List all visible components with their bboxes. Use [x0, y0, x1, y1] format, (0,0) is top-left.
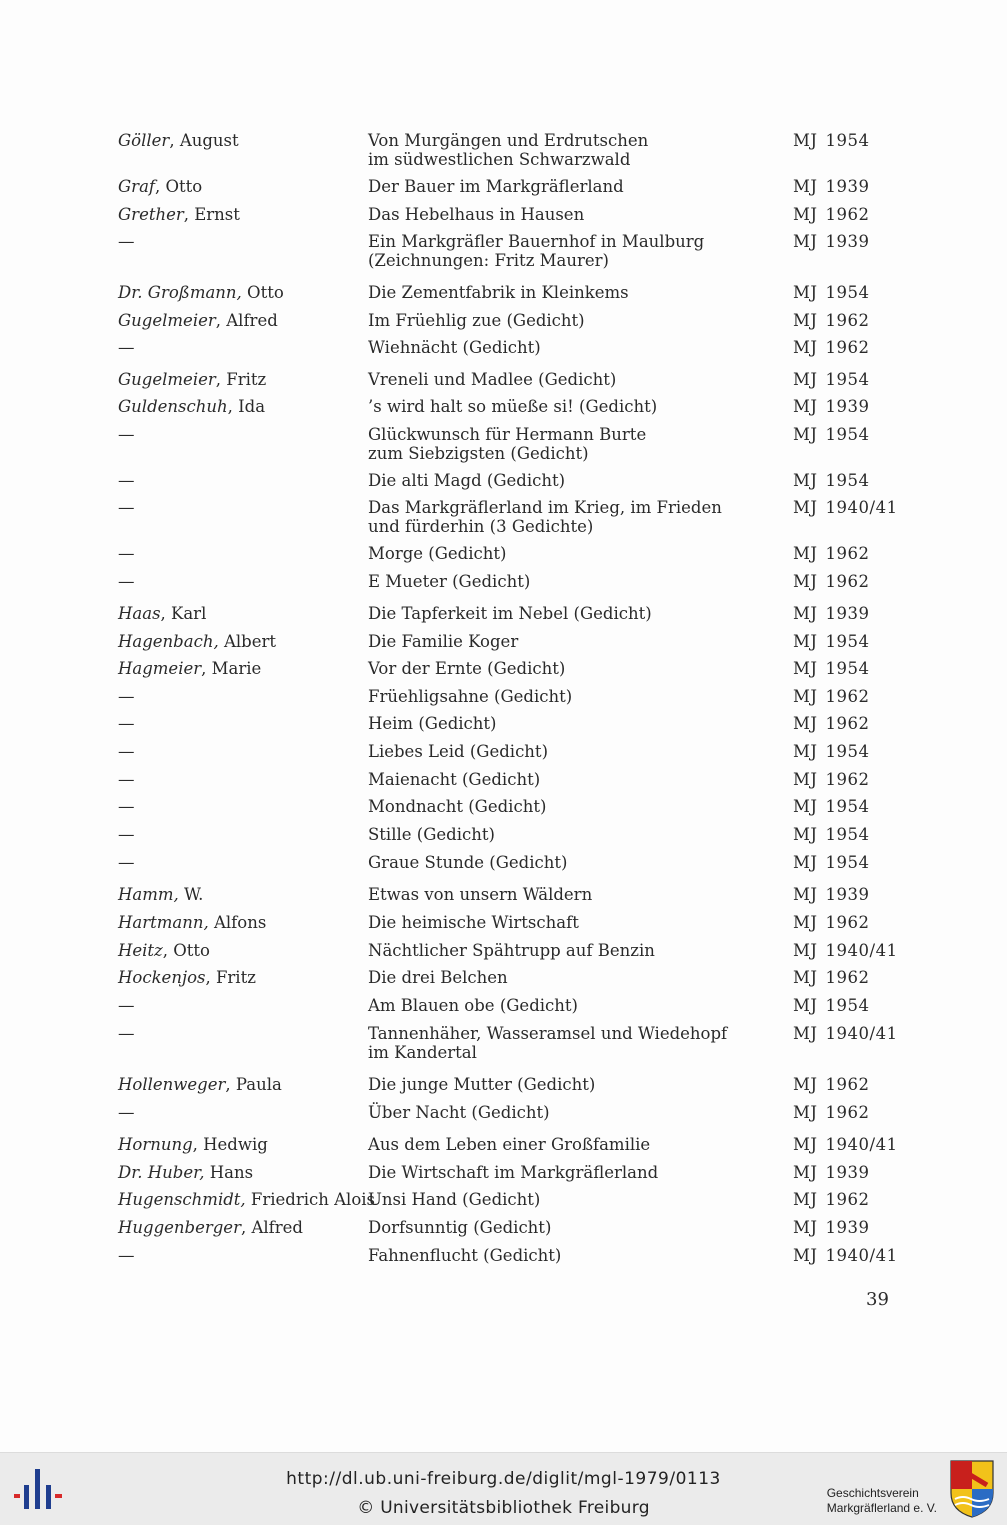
entry-author: [118, 205, 240, 224]
entry-reference: [793, 1075, 870, 1094]
entry-source: MJ: [793, 1190, 818, 1209]
entry-source: MJ: [793, 1135, 818, 1154]
entry-title: [368, 471, 778, 490]
entry-author: [118, 885, 203, 904]
author-surname: Dr. Huber,: [118, 1163, 205, 1182]
author-given-name: —: [118, 338, 135, 357]
entry-year: 1962: [825, 913, 870, 932]
entry-title-line: und fürderhin (3 Gedichte): [368, 517, 594, 536]
author-surname: Hollenweger: [118, 1075, 226, 1094]
entry-year: 1940/41: [825, 1135, 898, 1154]
entry-source: MJ: [793, 338, 818, 357]
author-given-name: —: [118, 1246, 135, 1265]
author-surname: Hartmann,: [118, 913, 209, 932]
entry-author: [118, 177, 202, 196]
entry-title: [368, 770, 778, 789]
entry-title: [368, 205, 778, 224]
entry-year: 1939: [825, 885, 870, 904]
entry-year: 1954: [825, 131, 870, 150]
entry-title-line: Etwas von unsern Wäldern: [368, 885, 593, 904]
author-surname: Gugelmeier: [118, 311, 216, 330]
entry-author: [118, 604, 206, 623]
entry-year: 1954: [825, 425, 870, 444]
entry-reference: [793, 205, 870, 224]
entry-author: [118, 544, 135, 563]
entry-title-line: Maienacht (Gedicht): [368, 770, 541, 789]
entry-source: MJ: [793, 1075, 818, 1094]
author-given-name: —: [118, 471, 135, 490]
entry-author: [118, 397, 265, 416]
author-surname: Hamm,: [118, 885, 179, 904]
entry-author: [118, 370, 266, 389]
entry-source: MJ: [793, 177, 818, 196]
entry-source: MJ: [793, 968, 818, 987]
entry-reference: [793, 913, 870, 932]
entry-title: [368, 232, 778, 270]
entry-source: MJ: [793, 604, 818, 623]
entry-title: [368, 338, 778, 357]
entry-title: [368, 687, 778, 706]
entry-year: 1954: [825, 797, 870, 816]
author-given-name: , Paula: [225, 1075, 282, 1094]
entry-reference: [793, 397, 870, 416]
entry-source: MJ: [793, 825, 818, 844]
entry-title-line: Das Hebelhaus in Hausen: [368, 205, 585, 224]
entry-title-line: Die drei Belchen: [368, 968, 508, 987]
copyright-text: © Universitätsbibliothek Freiburg: [357, 1498, 650, 1518]
author-given-name: W.: [178, 885, 204, 904]
entry-source: MJ: [793, 996, 818, 1015]
entry-title-line: Über Nacht (Gedicht): [368, 1103, 550, 1122]
entry-author: [118, 941, 210, 960]
entry-title-line: Wiehnächt (Gedicht): [368, 338, 541, 357]
entry-title: [368, 825, 778, 844]
entry-title: [368, 1163, 778, 1182]
entry-year: 1962: [825, 1075, 870, 1094]
entry-title: [368, 742, 778, 761]
entry-reference: [793, 1218, 870, 1237]
entry-year: 1954: [825, 659, 870, 678]
entry-source: MJ: [793, 544, 818, 563]
entry-title-line: Die Wirtschaft im Markgräflerland: [368, 1163, 659, 1182]
entry-title: [368, 853, 778, 872]
author-given-name: , Otto: [162, 941, 210, 960]
entry-author: [118, 338, 135, 357]
entry-year: 1954: [825, 742, 870, 761]
entry-source: MJ: [793, 311, 818, 330]
entry-author: [118, 1103, 135, 1122]
author-given-name: Otto: [241, 283, 284, 302]
entry-author: [118, 572, 135, 591]
author-given-name: , Hedwig: [192, 1135, 268, 1154]
entry-title: [368, 370, 778, 389]
entry-reference: [793, 941, 898, 960]
entry-title: [368, 397, 778, 416]
entry-year: 1939: [825, 1163, 870, 1182]
entry-title-line: E Mueter (Gedicht): [368, 572, 531, 591]
entry-year: 1940/41: [825, 1246, 898, 1265]
entry-reference: [793, 797, 870, 816]
author-given-name: —: [118, 996, 135, 1015]
entry-author: [118, 131, 239, 150]
entry-author: [118, 1024, 135, 1043]
entry-title: [368, 941, 778, 960]
entry-title-line: Die alti Magd (Gedicht): [368, 471, 566, 490]
entry-year: 1940/41: [825, 498, 898, 517]
entry-author: [118, 498, 135, 517]
entry-reference: [793, 825, 870, 844]
author-given-name: , Ernst: [183, 205, 240, 224]
author-given-name: —: [118, 714, 135, 733]
entry-title-line: zum Siebzigsten (Gedicht): [368, 444, 589, 463]
author-given-name: —: [118, 770, 135, 789]
entry-source: MJ: [793, 1218, 818, 1237]
entry-author: [118, 1075, 282, 1094]
entry-year: 1962: [825, 968, 870, 987]
entry-author: [118, 471, 135, 490]
entry-title: [368, 544, 778, 563]
entry-title-line: Die Zementfabrik in Kleinkems: [368, 283, 629, 302]
entry-title-line: Im Früehlig zue (Gedicht): [368, 311, 585, 330]
entry-year: 1954: [825, 825, 870, 844]
entry-author: [118, 659, 261, 678]
entry-title-line: Am Blauen obe (Gedicht): [368, 996, 578, 1015]
author-given-name: Alfons: [208, 913, 267, 932]
entry-source: MJ: [793, 1163, 818, 1182]
entry-title: [368, 283, 778, 302]
author-given-name: —: [118, 825, 135, 844]
entry-author: [118, 797, 135, 816]
entry-reference: [793, 1103, 870, 1122]
entry-source: MJ: [793, 1024, 818, 1043]
entry-title-line: Von Murgängen und Erdrutschen: [368, 131, 649, 150]
entry-author: [118, 311, 278, 330]
organization-name: [827, 1486, 937, 1516]
entry-title-line: Fahnenflucht (Gedicht): [368, 1246, 562, 1265]
entry-reference: [793, 471, 870, 490]
entry-source: MJ: [793, 797, 818, 816]
entry-title: [368, 425, 778, 463]
entry-reference: [793, 968, 870, 987]
entry-year: 1962: [825, 1190, 870, 1209]
entry-title: [368, 1135, 778, 1154]
entry-title-line: Liebes Leid (Gedicht): [368, 742, 549, 761]
entry-title: [368, 1103, 778, 1122]
entry-source: MJ: [793, 397, 818, 416]
entry-source: MJ: [793, 131, 818, 150]
entry-author: [118, 770, 135, 789]
entry-reference: [793, 1246, 898, 1265]
entry-author: [118, 996, 135, 1015]
entry-title: [368, 1218, 778, 1237]
entry-title: [368, 632, 778, 651]
footer-bar: [0, 1452, 1007, 1525]
entry-year: 1940/41: [825, 1024, 898, 1043]
author-surname: Grether: [118, 205, 184, 224]
author-surname: Guldenschuh: [118, 397, 228, 416]
entry-year: 1939: [825, 177, 870, 196]
entry-title-line: im Kandertal: [368, 1043, 477, 1062]
entry-source: MJ: [793, 572, 818, 591]
author-surname: Hagenbach,: [118, 632, 219, 651]
entry-author: [118, 913, 266, 932]
entry-reference: [793, 498, 898, 517]
author-given-name: , Karl: [160, 604, 207, 623]
author-surname: Heitz: [118, 941, 163, 960]
entry-reference: [793, 572, 870, 591]
entry-author: [118, 742, 135, 761]
organization-line-1: Geschichtsverein: [826, 1486, 919, 1500]
entry-year: 1962: [825, 770, 870, 789]
entry-source: MJ: [793, 1246, 818, 1265]
author-given-name: Albert: [218, 632, 276, 651]
entry-year: 1954: [825, 996, 870, 1015]
entry-source: MJ: [793, 232, 818, 251]
entry-title-line: Tannenhäher, Wasseramsel und Wiedehopf: [368, 1024, 728, 1043]
entry-year: 1954: [825, 632, 870, 651]
author-surname: Göller: [118, 131, 170, 150]
entry-year: 1954: [825, 283, 870, 302]
entry-year: 1962: [825, 1103, 870, 1122]
entry-source: MJ: [793, 370, 818, 389]
entry-source: MJ: [793, 1103, 818, 1122]
entry-author: [118, 425, 135, 444]
entry-author: [118, 687, 135, 706]
entry-title-line: ’s wird halt so müeße si! (Gedicht): [368, 397, 658, 416]
author-surname: Gugelmeier: [118, 370, 216, 389]
author-given-name: , Marie: [201, 659, 262, 678]
entry-reference: [793, 338, 870, 357]
entry-year: 1962: [825, 205, 870, 224]
entry-source: MJ: [793, 742, 818, 761]
author-given-name: —: [118, 572, 135, 591]
author-surname: Hornung: [118, 1135, 193, 1154]
entry-year: 1962: [825, 544, 870, 563]
entry-reference: [793, 544, 870, 563]
organization-line-2: Markgräflerland e. V.: [826, 1501, 937, 1515]
author-given-name: —: [118, 742, 135, 761]
author-given-name: , August: [169, 131, 239, 150]
entry-year: 1939: [825, 604, 870, 623]
entry-source: MJ: [793, 425, 818, 444]
author-given-name: , Ida: [227, 397, 266, 416]
author-surname: Hugenschmidt,: [118, 1190, 246, 1209]
entry-reference: [793, 1024, 898, 1043]
author-given-name: , Alfred: [215, 311, 278, 330]
coat-of-arms-icon: [949, 1459, 995, 1519]
author-given-name: —: [118, 1024, 135, 1043]
author-given-name: —: [118, 232, 135, 251]
entry-year: 1939: [825, 1218, 870, 1237]
entry-year: 1962: [825, 338, 870, 357]
entry-title: [368, 498, 778, 536]
entry-reference: [793, 742, 870, 761]
entry-title: [368, 913, 778, 932]
entry-reference: [793, 370, 870, 389]
entry-author: [118, 632, 276, 651]
entry-year: 1954: [825, 471, 870, 490]
entry-author: [118, 1190, 375, 1209]
entry-source: MJ: [793, 659, 818, 678]
entry-reference: [793, 232, 870, 251]
entry-title-line: Aus dem Leben einer Großfamilie: [368, 1135, 651, 1154]
entry-author: [118, 1246, 135, 1265]
author-given-name: —: [118, 797, 135, 816]
entry-source: MJ: [793, 471, 818, 490]
entry-source: MJ: [793, 941, 818, 960]
entry-author: [118, 232, 135, 251]
entry-reference: [793, 687, 870, 706]
entry-title: [368, 659, 778, 678]
author-given-name: Hans: [204, 1163, 254, 1182]
entry-year: 1962: [825, 714, 870, 733]
entry-title-line: Die heimische Wirtschaft: [368, 913, 579, 932]
entry-title-line: Stille (Gedicht): [368, 825, 495, 844]
entry-author: [118, 968, 256, 987]
entry-title: [368, 1024, 778, 1062]
author-surname: Huggenberger: [118, 1218, 241, 1237]
author-surname: Graf: [118, 177, 156, 196]
author-given-name: —: [118, 1103, 135, 1122]
entry-author: [118, 1163, 253, 1182]
entry-title-line: Die Familie Koger: [368, 632, 519, 651]
entry-reference: [793, 885, 870, 904]
entry-title: [368, 714, 778, 733]
entry-source: MJ: [793, 205, 818, 224]
entry-title-line: Morge (Gedicht): [368, 544, 507, 563]
entry-title: [368, 177, 778, 196]
entry-title: [368, 572, 778, 591]
entry-title: [368, 797, 778, 816]
entry-title-line: Unsi Hand (Gedicht): [368, 1190, 541, 1209]
entry-title: [368, 1075, 778, 1094]
entry-year: 1962: [825, 687, 870, 706]
entry-title-line: Die Tapferkeit im Nebel (Gedicht): [368, 604, 652, 623]
entry-reference: [793, 996, 870, 1015]
entry-title-line: Dorfsunntig (Gedicht): [368, 1218, 552, 1237]
author-given-name: , Alfred: [240, 1218, 303, 1237]
author-surname: Dr. Großmann,: [118, 283, 242, 302]
entry-year: 1939: [825, 232, 870, 251]
entry-year: 1954: [825, 370, 870, 389]
entry-title-line: Ein Markgräfler Bauernhof in Maulburg: [368, 232, 705, 251]
author-given-name: —: [118, 687, 135, 706]
entry-source: MJ: [793, 853, 818, 872]
entry-year: 1940/41: [825, 941, 898, 960]
entry-title-line: Früehligsahne (Gedicht): [368, 687, 573, 706]
entry-title-line: Mondnacht (Gedicht): [368, 797, 547, 816]
entry-title: [368, 1190, 778, 1209]
entry-title: [368, 968, 778, 987]
entry-title-line: im südwestlichen Schwarzwald: [368, 150, 631, 169]
author-given-name: , Otto: [155, 177, 203, 196]
author-given-name: , Fritz: [205, 968, 256, 987]
entry-reference: [793, 853, 870, 872]
author-given-name: —: [118, 544, 135, 563]
entry-reference: [793, 659, 870, 678]
entry-title-line: Das Markgräflerland im Krieg, im Frieden: [368, 498, 722, 517]
entry-author: [118, 825, 135, 844]
author-given-name: Friedrich Alois: [245, 1190, 376, 1209]
entry-year: 1939: [825, 397, 870, 416]
entry-title-line: Vreneli und Madlee (Gedicht): [368, 370, 617, 389]
source-url-link[interactable]: http://dl.ub.uni-freiburg.de/diglit/mgl-1979/0113: [286, 1469, 721, 1489]
entry-source: MJ: [793, 714, 818, 733]
author-surname: Hagmeier: [118, 659, 202, 678]
entry-reference: [793, 131, 870, 150]
entry-reference: [793, 311, 870, 330]
entry-year: 1962: [825, 311, 870, 330]
entry-year: 1954: [825, 853, 870, 872]
entry-author: [118, 1135, 268, 1154]
entry-reference: [793, 632, 870, 651]
entry-title: [368, 311, 778, 330]
entry-reference: [793, 770, 870, 789]
entry-year: 1962: [825, 572, 870, 591]
author-surname: Haas: [118, 604, 161, 623]
entry-reference: [793, 714, 870, 733]
author-surname: Hockenjos: [118, 968, 206, 987]
entry-title-line: Heim (Gedicht): [368, 714, 497, 733]
entry-source: MJ: [793, 283, 818, 302]
entry-reference: [793, 1190, 870, 1209]
entry-source: MJ: [793, 687, 818, 706]
entry-title-line: Der Bauer im Markgräflerland: [368, 177, 624, 196]
entry-title-line: Nächtlicher Spähtrupp auf Benzin: [368, 941, 655, 960]
entry-reference: [793, 425, 870, 444]
page-number: 39: [866, 1289, 889, 1310]
entry-title-line: Vor der Ernte (Gedicht): [368, 659, 566, 678]
entry-reference: [793, 604, 870, 623]
entry-reference: [793, 283, 870, 302]
entry-title: [368, 131, 778, 169]
entry-title: [368, 996, 778, 1015]
entry-reference: [793, 1135, 898, 1154]
entry-title: [368, 604, 778, 623]
author-given-name: —: [118, 425, 135, 444]
entry-author: [118, 1218, 303, 1237]
entry-source: MJ: [793, 632, 818, 651]
entry-source: MJ: [793, 913, 818, 932]
entry-title: [368, 885, 778, 904]
entry-title-line: Glückwunsch für Hermann Burte: [368, 425, 647, 444]
entry-author: [118, 714, 135, 733]
entry-reference: [793, 1163, 870, 1182]
author-given-name: —: [118, 498, 135, 517]
author-given-name: —: [118, 853, 135, 872]
entry-title-line: Die junge Mutter (Gedicht): [368, 1075, 596, 1094]
entry-source: MJ: [793, 770, 818, 789]
entry-title-line: Graue Stunde (Gedicht): [368, 853, 568, 872]
entry-title-line: (Zeichnungen: Fritz Maurer): [368, 251, 609, 270]
entry-author: [118, 283, 284, 302]
entry-source: MJ: [793, 498, 818, 517]
entry-author: [118, 853, 135, 872]
entry-source: MJ: [793, 885, 818, 904]
entry-reference: [793, 177, 870, 196]
author-given-name: , Fritz: [215, 370, 267, 389]
entry-title: [368, 1246, 778, 1265]
